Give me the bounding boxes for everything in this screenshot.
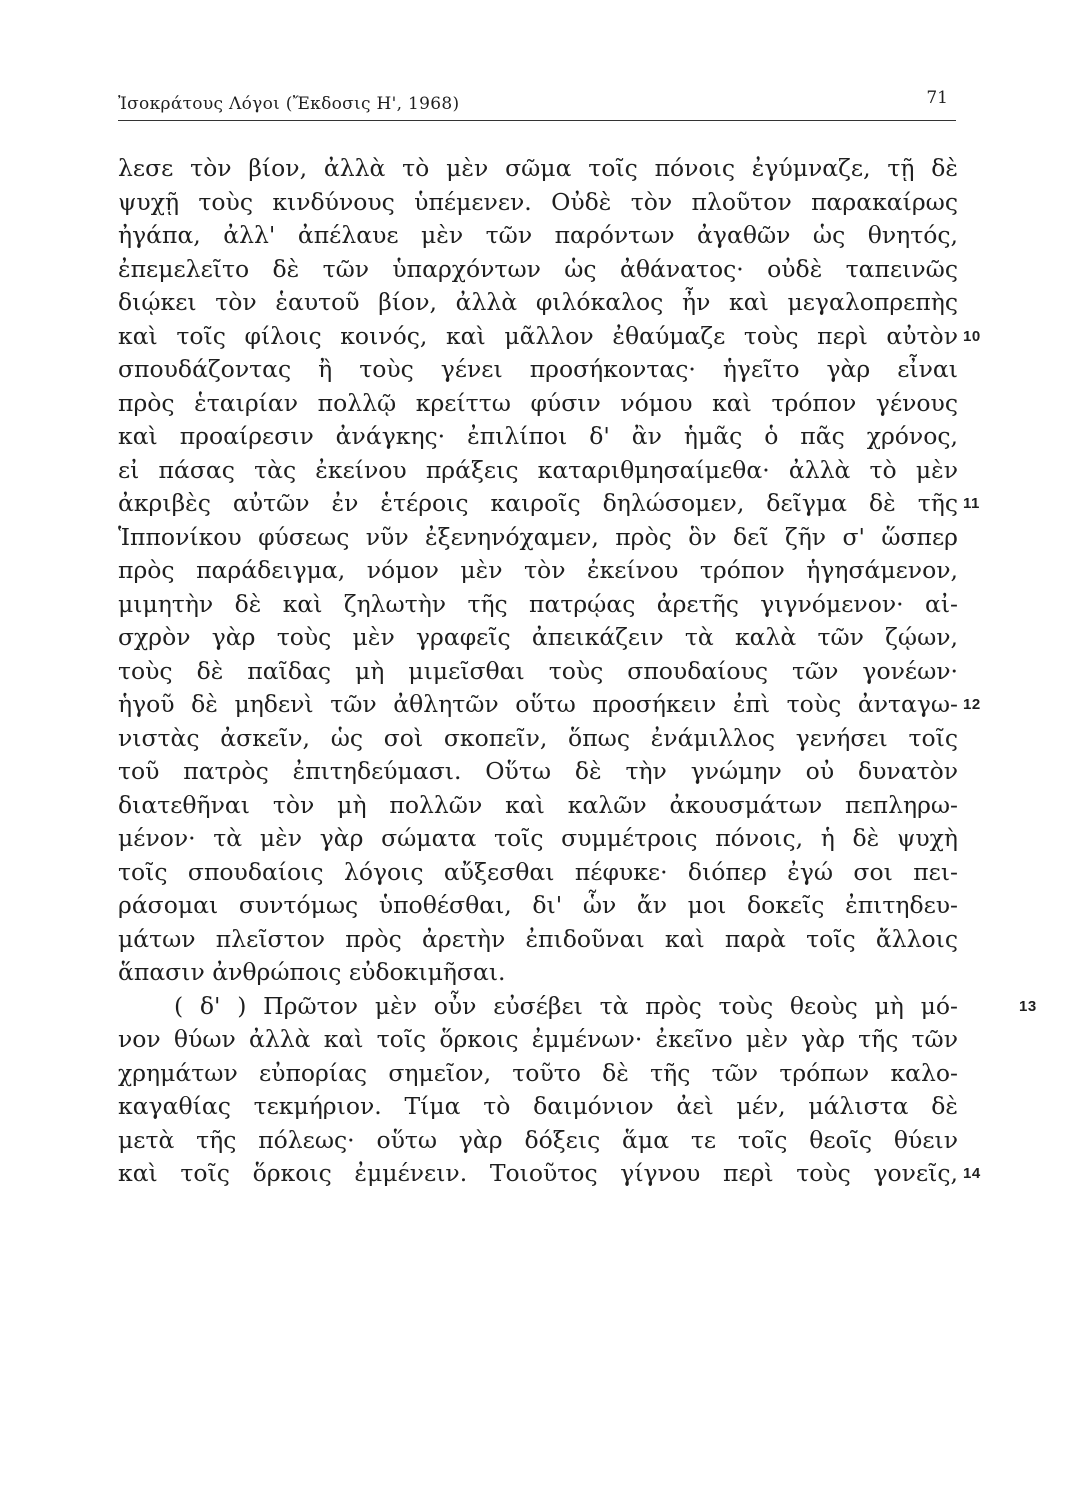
text-line: ἠγάπα, ἀλλ' ἀπέλαυε μὲν τῶν παρόντων ἀγαθῶν ὡς θνητός,	[118, 221, 958, 249]
page-number: 71	[926, 88, 948, 108]
text-line: μάτων πλεῖστον πρὸς ἀρετὴν ἐπιδοῦναι καὶ παρὰ τοῖς ἄλλοις	[118, 924, 958, 953]
text-line: μετὰ τῆς πόλεως· οὕτω γὰρ δόξεις ἅμα τε τοῖς θεοῖς θύειν	[118, 1125, 958, 1154]
text-line: τοῖς σπουδαίοις λόγοις αὔξεσθαι πέφυκε· διόπερ ἐγώ σοι πει-	[118, 857, 958, 886]
text-line: διατεθῆναι τὸν μὴ πολλῶν καὶ καλῶν ἀκουσμάτων πεπληρω-	[118, 790, 958, 819]
section-number: 12	[963, 696, 981, 713]
section-number: 10	[963, 327, 981, 345]
section-number: 14	[963, 1165, 981, 1182]
text-line: νιστὰς ἀσκεῖν, ὡς σοὶ σκοπεῖν, ὅπως ἐνάμιλλος γενήσει τοῖς	[118, 723, 958, 752]
text-line: ἐπεμελεῖτο δὲ τῶν ὑπαρχόντων ὡς ἀθάνατος· οὐδὲ ταπεινῶς	[118, 254, 958, 283]
text-line: διῴκει τὸν ἑαυτοῦ βίον, ἀλλὰ φιλόκαλος ἦν καὶ μεγαλοπρεπὴς	[118, 288, 958, 316]
text-line: καὶ προαίρεσιν ἀνάγκης· ἐπιλίποι δ' ἂν ἡμᾶς ὁ πᾶς χρόνος,	[118, 422, 958, 450]
text-line: τοῦ πατρὸς ἐπιτηδεύμασι. Οὕτω δὲ τὴν γνώμην οὐ δυνατὸν	[118, 757, 958, 785]
text-line: ψυχῇ τοὺς κινδύνους ὑπέμενεν. Οὐδὲ τὸν πλοῦτον παρακαίρως	[118, 187, 958, 216]
text-line: σχρὸν γὰρ τοὺς μὲν γραφεῖς ἀπεικάζειν τὰ καλὰ τῶν ζῴων,	[118, 623, 958, 651]
text-line: καὶ τοῖς φίλοις κοινός, καὶ μᾶλλον ἐθαύμαζε τοὺς περὶ αὐτὸν 10	[118, 320, 958, 354]
text-line: νον θύων ἀλλὰ καὶ τοῖς ὅρκοις ἐμμένων· ἐκεῖνο μὲν γὰρ τῆς τῶν	[118, 1025, 958, 1053]
text-line: ἀκριβὲς αὐτῶν ἐν ἑτέροις καιροῖς δηλώσομεν, δεῖγμα δὲ τῆς 11	[118, 487, 958, 521]
text-line: χρημάτων εὐπορίας σημεῖον, τοῦτο δὲ τῆς τῶν τρόπων καλο-	[118, 1058, 958, 1087]
text-line: εἰ πάσας τὰς ἐκείνου πράξεις καταριθμησαίμεθα· ἀλλὰ τὸ μὲν	[118, 455, 958, 484]
text-line: μιμητὴν δὲ καὶ ζηλωτὴν τῆς πατρῴας ἀρετῆς γιγνόμενον· αἰ-	[118, 589, 958, 618]
text-line: ἅπασιν ἀνθρώποις εὐδοκιμῆσαι.	[118, 958, 506, 986]
header-title: Ἰσοκράτους Λόγοι (Ἔκδοσις Η', 1968)	[118, 94, 460, 114]
text-line: καὶ τοῖς ὅρκοις ἐμμένειν. Τοιοῦτος γίγνου περὶ τοὺς γονεῖς, 14	[118, 1157, 958, 1191]
section-number: 11	[963, 495, 980, 512]
greek-text-body	[118, 152, 1037, 1191]
text-line: λεσε τὸν βίον, ἀλλὰ τὸ μὲν σῶμα τοῖς πόνοις ἐγύμναζε, τῇ δὲ	[118, 154, 958, 182]
running-header	[118, 88, 956, 121]
text-line: ράσομαι συντόμως ὑποθέσθαι, δι' ὧν ἄν μοι δοκεῖς ἐπιτηδευ-	[118, 891, 958, 919]
text-line: ἡγοῦ δὲ μηδενὶ τῶν ἀθλητῶν οὕτω προσήκειν ἐπὶ τοὺς ἀνταγω- 12	[118, 688, 958, 722]
text-line: σπουδάζοντας ἢ τοὺς γένει προσήκοντας· ἡγεῖτο γὰρ εἶναι	[118, 355, 958, 383]
text-line: Ἱππονίκου φύσεως νῦν ἐξενηνόχαμεν, πρὸς ὃν δεῖ ζῆν σ' ὥσπερ	[118, 522, 958, 551]
text-line: μένον· τὰ μὲν γὰρ σώματα τοῖς συμμέτροις πόνοις, ἡ δὲ ψυχὴ	[118, 824, 958, 852]
text-line: πρὸς ἑταιρίαν πολλῷ κρείττω φύσιν νόμου καὶ τρόπον γένους	[118, 388, 958, 417]
section-number: 13	[1019, 997, 1037, 1015]
text-line: πρὸς παράδειγμα, νόμον μὲν τὸν ἐκείνου τρόπον ἡγησάμενον,	[118, 556, 958, 584]
text-line: τοὺς δὲ παῖδας μὴ μιμεῖσθαι τοὺς σπουδαίους τῶν γονέων·	[118, 656, 958, 685]
text-line: καγαθίας τεκμήριον. Τίμα τὸ δαιμόνιον ἀεὶ μέν, μάλιστα δὲ	[118, 1092, 958, 1120]
text-line: ( δ' ) Πρῶτον μὲν οὖν εὐσέβει τὰ πρὸς τοὺς θεοὺς μὴ μό- 13	[118, 990, 958, 1024]
